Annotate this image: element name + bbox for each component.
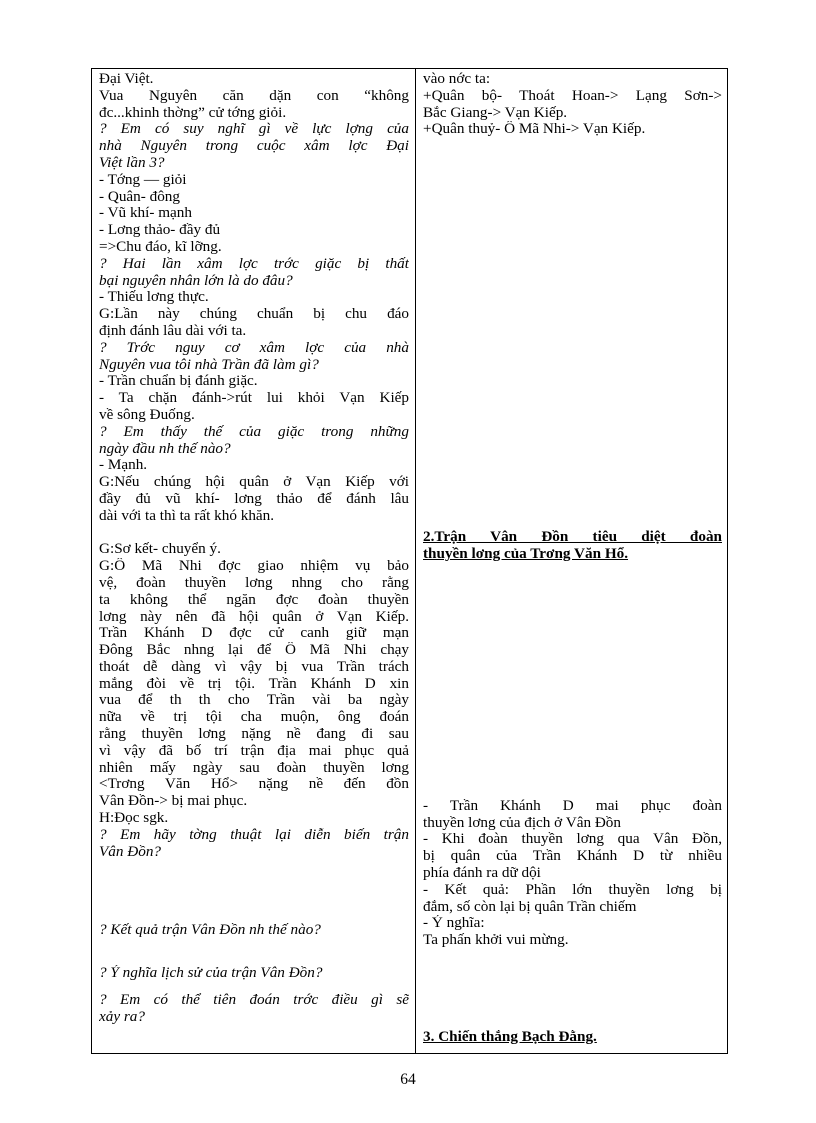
text-line: vì vậy đã bố trí trận địa mai phục quả [99,742,409,759]
text-line: - Quân- đông [99,188,180,205]
text-line: - Trần chuẩn bị đánh giặc. [99,373,258,390]
question-narrate-battle [99,827,409,861]
text-line: Vua Nguyên căn dặn con “không [99,87,409,104]
text-line: - Khi đoàn thuyền lơng qua Vân Đồn, [423,831,722,848]
text-line: ta không thể ngăn đợc đoàn thuyền [99,591,409,608]
left-block-tran-answer [99,373,409,423]
text-line: thoát dễ dàng vì vậy bị vua Trần trách [99,658,409,675]
right-block-van-don-result [423,798,722,949]
text-line: dài với ta thì ta rất khó khăn. [99,507,275,524]
question-tran-response [99,340,409,374]
text-line: +Quân bộ- Thoát Hoan-> Lạng Sơn-> [423,87,722,104]
text-line: ngày đầu nh thế nào? [99,440,231,457]
text-line: Vân Đồn? [99,843,162,860]
text-line: =>Chu đáo, kĩ lỡng. [99,238,222,255]
text-line: Vân Đồn-> bị mai phục. [99,793,248,810]
text-line: đc...khinh thờng” cử tớng giỏi. [99,104,287,121]
text-line: vua để th th cho Trần vài ba ngày [99,692,409,709]
text-line: - Tớng — giỏi [99,171,187,188]
text-line: ? Trớc nguy cơ xâm lợc của nhà [99,339,409,356]
question-predict [99,992,409,1026]
question-force [99,121,409,171]
text-line: rằng thuyền lơng nặng nề đang đi sau [99,726,409,743]
text-line: - Ý nghĩa: [423,915,485,932]
text-line: Việt lần 3? [99,154,165,171]
page-number: 64 [400,1071,416,1088]
text-line: ? Em thấy thế của giặc trong những [99,423,409,440]
text-line: H:Đọc sgk. [99,810,169,827]
text-line: về sông Đuống. [99,406,195,423]
text-line: - Mạnh. [99,457,148,474]
left-block-past-answer [99,289,409,339]
text-line: - Trần Khánh D mai phục đoàn [423,797,722,814]
text-line: - Vũ khí- mạnh [99,205,192,222]
text-line: bị quân của Trần Khánh D từ nhiều [423,848,722,865]
text-line: nhà Nguyên trong cuộc xâm lợc Đại [99,138,409,155]
heading-line: thuyền lơng của Trơng Văn Hổ. [423,545,629,562]
text-line: đầy đủ vũ khí- lơng thảo để đánh lâu [99,490,409,507]
text-line: G:Ô Mã Nhi đợc giao nhiệm vụ bảo [99,558,409,575]
left-block-strength-answer [99,457,409,524]
text-line: ? Hai lần xâm lợc trớc giặc bị thất [99,255,409,272]
section-heading-van-don [423,529,722,563]
text-line: thuyền lơng của địch ở Vân Đồn [423,814,621,831]
section-heading-bach-dang: 3. Chiến thắng Bạch Đằng. [423,1027,597,1045]
text-line: định đánh lâu dài với ta. [99,322,247,339]
text-line: xảy ra? [99,1008,145,1025]
text-line: phía đánh ra dữ dội [423,864,541,881]
question-enemy-strength [99,424,409,458]
text-line: - Kết quả: Phần lớn thuyền lơng bị [423,881,722,898]
text-line: nữa về trị tội cha muộn, ông đoán [99,709,409,726]
text-line: <Trơng Văn Hổ> nặng nề đến đồn [99,776,409,793]
text-line: Ta phấn khởi vui mừng. [423,932,569,949]
text-line: đắm, số còn lại bị quân Trần chiếm [423,898,637,915]
text-line: +Quân thuỷ- Ô Mã Nhi-> Vạn Kiếp. [423,121,646,138]
text-line: ? Em có suy nghĩ gì về lực lợng của [99,121,409,138]
text-line: Bắc Giang-> Vạn Kiếp. [423,104,568,121]
text-line: nhiên mấy ngày sau đoàn thuyền lơng [99,759,409,776]
text-line: G:Nếu chúng hội quân ở Vạn Kiếp với [99,474,409,491]
left-block-intro [99,71,409,121]
question-battle-result: ? Kết quả trận Vân Đồn nh thế nào? [99,922,321,939]
text-line: Đại Việt. [99,71,154,87]
text-line: - Thiếu lơng thực. [99,289,209,306]
text-line: G:Lần này chúng chuẩn bị chu đáo [99,306,409,323]
text-line: - Ta chặn đánh->rút lui khỏi Vạn Kiếp [99,390,409,407]
right-block-invasion-routes [423,71,722,138]
left-column [92,69,415,1053]
text-line: vào nớc ta: [423,71,491,87]
question-battle-meaning: ? Ý nghĩa lịch sử của trận Vân Đồn? [99,965,323,982]
text-line: Trần Khánh D đợc cử canh giữ mạn [99,625,409,642]
left-block-van-don-story [99,541,409,827]
text-line: Đông Bắc nhng lại để Ô Mã Nhi chạy [99,642,409,659]
text-line: lơng này nên đã hội quân ở Vạn Kiếp. [99,608,409,625]
left-block-force-answer [99,172,409,256]
text-line: vệ, đoàn thuyền lơng nhng cho rằng [99,574,409,591]
text-line: bại nguyên nhân lớn là do đâu? [99,272,293,289]
text-line: Nguyên vua tôi nhà Trần đã làm gì? [99,356,319,373]
question-past-defeat [99,256,409,290]
text-line: ? Em có thể tiên đoán trớc điều gì sẽ [99,992,409,1009]
lesson-table [91,68,728,1054]
text-line: - Lơng thảo- đầy đủ [99,222,221,239]
heading-line: 2.Trận Vân Đồn tiêu diệt đoàn [423,529,722,546]
right-column [416,69,728,1053]
text-line: G:Sơ kết- chuyển ý. [99,541,221,558]
text-line: ? Em hãy tờng thuật lại diễn biến trận [99,826,409,843]
text-line: mắng đòi về trị tội. Trần Khánh D xin [99,675,409,692]
